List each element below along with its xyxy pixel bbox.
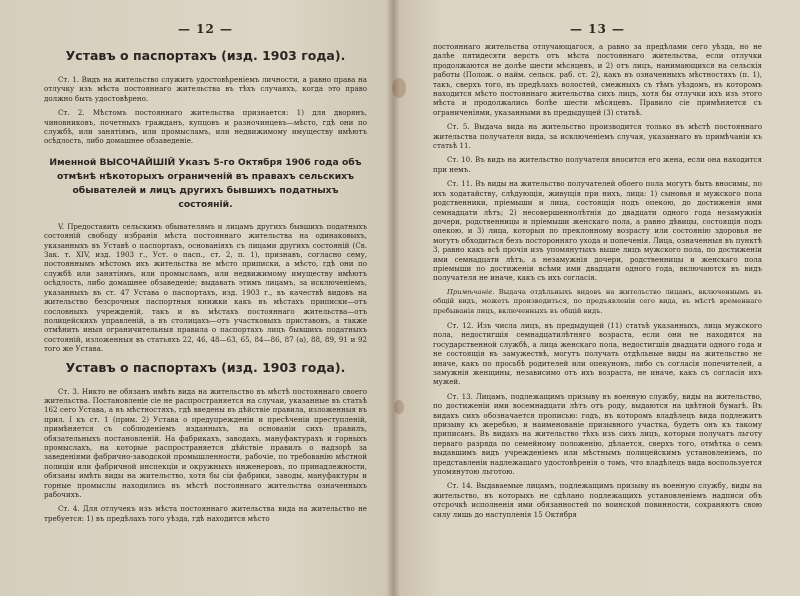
heading-passport-statute: Уставъ о паспортахъ (изд. 1903 года). xyxy=(65,48,346,63)
article-14: Ст. 14. Выдаваемые лицамъ, подлежащимъ призыву въ военную службу, виды на жительство, въ которыхъ не сдѣлано подлежащихъ установленіемъ надписи объ отсрочкѣ исполненія ими обязанностей по воинской повинности, сохраняютъ свою силу лишь до наступленія 15 Октября xyxy=(433,481,762,519)
article-10: Ст. 10. Въ видъ на жительство получателя вносится его жена, если она находится при немъ. xyxy=(433,155,762,174)
note-paragraph xyxy=(433,288,762,316)
article-3: Ст. 3. Никто не обязанъ имѣть вида на жительство въ мѣстѣ постояннаго своего жительства. Постановленіе сіе не распространяется на случаи, указанные въ статьѣ 162 сего Устава, а въ мѣстностяхъ, гдѣ введены въ дѣйствіе правила, изложенныя въ прил. I къ ст. 1 (прим. 2) Устава о предупрежденіи и пресѣченіи преступленій, примѣняется съ соблюденіемъ изданныхъ, на основаніи сихъ правилъ, обязательныхъ постановленій. На фабрикахъ, заводахъ, мануфактурахъ и горныхъ промыслахъ, на которые распространяется дѣйствіе правилъ о надзорѣ за заведеніями фабрично-заводской промышленности, рабочіе, по требованію мѣстной полиціи или фабричной инспекціи и окружныхъ инженеровъ, по принадлежности, обязаны имѣть виды на жительство, хотя бы сіи фабрики, заводы, мануфактуры и горные промыслы находились въ мѣстѣ постояннаго жительства означенныхъ рабочихъ. xyxy=(44,386,367,499)
stain-mark xyxy=(394,400,404,414)
left-page xyxy=(0,0,393,596)
article-11: Ст. 11. Въ виды на жительство получателей обоего пола могутъ быть вносимы, по ихъ ходатайству, слѣдующія, живущія при нихъ, лица: 1) сыновья и мужского пола родственники, пріемыши и лица, состоящія подъ опекою, до достиженія ими семнадцати лѣтъ; 2) несовершеннолѣтнія до двадцати одного года незамужнія дочери, родственницы и пріемыши женскаго пола, а равно дѣвицы, состоящія подъ опекою, и 3) лица, которыя по преклонному возрасту или состоянію здоровья не могутъ обходиться безъ посторонняго ухода и попеченія. Лица, означенныя въ пунктѣ 3, равно какъ всѣ прочія изъ упомянутыхъ выше лицъ мужского пола, по достиженіи ими семнадцати лѣтъ, а незамужнія дочери, родственницы и женскаго пола пріемыши по достиженіи всѣми ими двадцати одного года, включаются въ видъ получателя не иначе, какъ съ ихъ согласія. xyxy=(433,179,762,283)
article-12: Ст. 12. Изъ числа лицъ, въ предыдущей (11) статьѣ указанныхъ, лица мужского пола, недостигшія семнадцатилѣтняго возраста, если они не находятся на государственной службѣ, а лица женскаго пола, недостигшія двадцати одного года и не состоящія въ замужествѣ, могутъ получать отдѣльные виды на жительство не иначе, какъ по просьбѣ родителей или опекуновъ, либо съ согласія попечителей, а замужнія женщины, независимо отъ ихъ возраста, не иначе, какъ съ согласія ихъ мужей. xyxy=(433,320,762,387)
article-13: Ст. 13. Лицамъ, подлежащимъ призыву въ военную службу, виды на жительство, по достиженіи ими восемнадцати лѣтъ отъ роду, выдаются на цвѣтной бумагѣ. Въ видахъ сихъ обозначается прописью: годъ, въ которомъ владѣлецъ вида подлежитъ призыву къ жеребью, и наименованіе призывного участка, будетъ онъ къ такому приписанъ. Въ видахъ на жительство тѣхъ изъ сихъ лицъ, которыя получатъ льготу перваго разряда по семейному положенію, дѣлается, сверхъ того, отмѣтка о семъ выдавшимъ видъ учрежденіемъ или мѣстнымъ полицейскимъ установленіемъ, по представленіи надлежащаго удостовѣренія о томъ, что владѣлецъ вида воспользуется упомянутою льготою. xyxy=(433,391,762,477)
note-label: Примѣчаніе. xyxy=(447,287,495,296)
article-4: Ст. 4. Для отлучекъ изъ мѣста постояннаго жительства вида на жительство не требуется: 1) въ предѣлахъ того уѣзда, гдѣ находится мѣсто xyxy=(44,504,367,523)
article-4-continued: постояннаго жительства отлучающагося, а равно за предѣлами сего уѣзда, но не далѣе пятидесяти верстъ отъ мѣста постояннаго жительства, если отлучки продолжаются не долѣе шести мѣсяцевъ, и 2) отъ лицъ, нанимающихся на сельскія работы (Полож. о найм. сельск. раб. ст. 2), какъ въ означенныхъ мѣстностяхъ (п. 1), такъ, сверхъ того, въ предѣлахъ волостей, смежныхъ съ тѣмъ уѣздомъ, въ которомъ находится мѣсто постояннаго жительства сихъ лицъ, хотя бы отлучки ихъ изъ этого мѣста и продолжались болѣе шести мѣсяцевъ. Правило сіе примѣняется съ ограниченіями, указанными въ предыдущей (3) статьѣ. xyxy=(433,42,762,117)
article-2: Ст. 2. Мѣстомъ постояннаго жительства признается: 1) для дворянъ, чиновниковъ, почетныхъ гражданъ, купцовъ и разночинцевъ—мѣсто, гдѣ они по службѣ, или занятіямъ, или промысламъ, или недвижимому имуществу имѣютъ осѣдлость, либо домашнее обзаведеніе. xyxy=(44,108,367,146)
heading-passport-statute-2: Уставъ о паспортахъ (изд. 1903 года). xyxy=(65,359,346,375)
right-page xyxy=(393,0,800,596)
stain-mark xyxy=(392,78,406,98)
article-5: Ст. 5. Выдача вида на жительство производится только въ мѣстѣ постояннаго жительства получателя вида, за исключеніемъ случая, указаннаго въ примѣчаніи къ статьѣ 11. xyxy=(433,122,762,151)
note-text: Выдача отдѣльныхъ видовъ на жительство лицамъ, включеннымъ въ общій видъ, можетъ производиться, по предъявленіи сего вида, въ мѣстѣ временнаго пребыванія лицъ, включенныхъ въ общій видъ. xyxy=(433,287,762,315)
article-1: Ст. 1. Видъ на жительство служитъ удостовѣреніемъ личности, а равно права на отлучку изъ мѣста постояннаго жительства въ тѣхъ случаяхъ, когда это право должно быть удостовѣрено. xyxy=(44,75,367,103)
page-number-left: — 12 — xyxy=(177,22,234,36)
decree-section-v: V. Предоставить сельскимъ обывателямъ и лицамъ другихъ бывшихъ податныхъ состояній свободу избранія мѣста постояннаго жительства на одинаковыхъ, указанныхъ въ Уставѣ о паспортахъ, основаніяхъ съ лицами другихъ состояній (Св. Зак. т. XIV, изд. 1903 г., Уст. о пасп., ст. 2, п. 1), признавъ, согласно сему, постояннымъ мѣстомъ ихъ жительства не мѣсто приписки, а мѣсто, гдѣ они по службѣ или занятіямъ, или промысламъ, или недвижимому имуществу имѣютъ осѣдлость, либо домашнее обзаведеніе; выдавать этимъ лицамъ, за исключеніемъ, указанныхъ въ ст. 47 Устава о паспортахъ, изд. 1903 г., въ качествѣ видовъ на жительство безсрочныя паспортныя книжки какъ въ мѣстахъ приписки—отъ сословныхъ учрежденій, такъ и въ мѣстахъ постояннаго жительства—отъ полицейскихъ управленій, а въ столицахъ—отъ участковыхъ приставовъ, а также отмѣнить иныя ограничительныя правила о паспортахъ лицъ бывшихъ податныхъ состояній, изложенныя въ статьяхъ 22, 46, 48—63, 65, 84—86, 87 (а), 88, 89, 91 и 92 того же Устава. xyxy=(44,221,367,354)
page-number-right: — 13 — xyxy=(569,22,626,36)
heading-imperial-decree: Именной ВЫСОЧАЙШІЙ Указъ 5-го Октября 1906 года объ отмѣнѣ нѣкоторыхъ ограниченій въ правахъ сельскихъ обывателей и лицъ другихъ бывшихъ податныхъ состояній. xyxy=(49,156,362,210)
